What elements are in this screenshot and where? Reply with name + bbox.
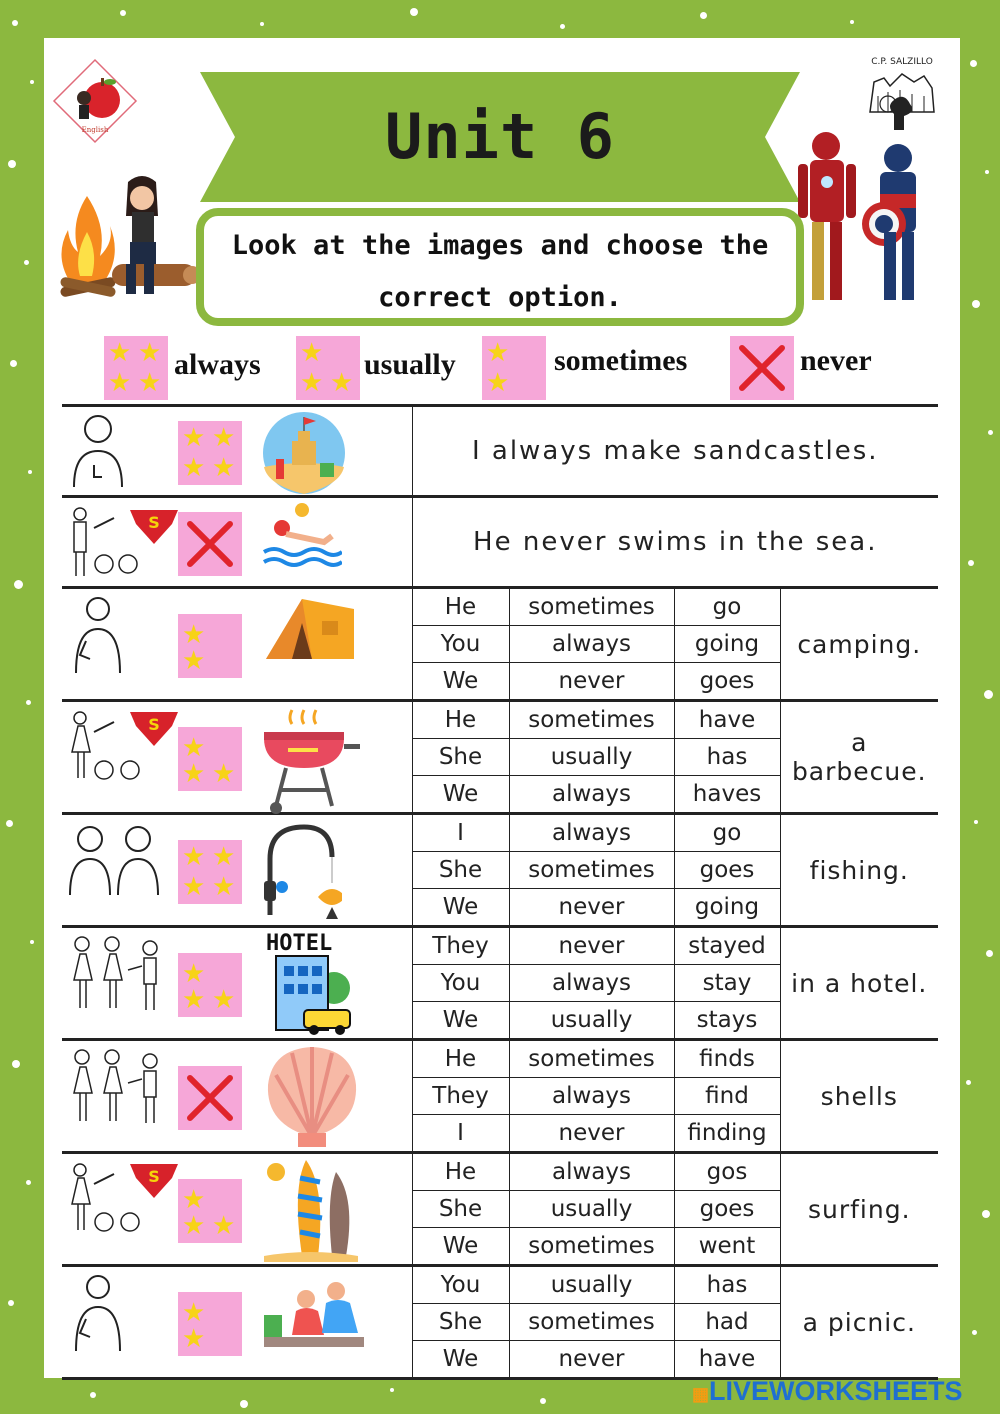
adverb-option[interactable]: never <box>509 927 674 965</box>
subject-option[interactable]: We <box>412 1002 509 1040</box>
subject-option[interactable]: I <box>412 1115 509 1153</box>
subject-option[interactable]: We <box>412 776 509 814</box>
adverb-option[interactable]: sometimes <box>509 701 674 739</box>
subject-option[interactable]: He <box>412 1153 509 1191</box>
subject-option[interactable]: He <box>412 1040 509 1078</box>
always-icon: ★ ★ ★ ★ <box>104 336 168 400</box>
verb-option[interactable]: stays <box>674 1002 780 1040</box>
verb-option[interactable]: gos <box>674 1153 780 1191</box>
adverb-option[interactable]: never <box>509 663 674 701</box>
subject-option[interactable]: I <box>412 814 509 852</box>
row-picture-cell <box>62 588 412 701</box>
usually-icon: ★ ★ ★ <box>178 1179 242 1243</box>
legend-label-sometimes: sometimes <box>554 344 688 377</box>
sentence-ending: camping. <box>780 588 938 701</box>
verb-option[interactable]: haves <box>674 776 780 814</box>
adverb-option[interactable]: always <box>509 776 674 814</box>
svg-text:HOTEL: HOTEL <box>266 932 333 956</box>
row-picture-cell <box>62 406 412 497</box>
exercise-table <box>62 404 938 1380</box>
he-pictogram-icon <box>68 504 178 588</box>
exercise-row <box>62 1153 938 1191</box>
verb-option[interactable]: went <box>674 1228 780 1266</box>
title-banner <box>200 72 800 202</box>
sometimes-icon: ★ ★ <box>482 336 546 400</box>
verb-option[interactable]: going <box>674 626 780 663</box>
subject-option[interactable]: She <box>412 739 509 776</box>
we-pictogram-icon <box>68 821 164 901</box>
verb-option[interactable]: going <box>674 889 780 927</box>
subject-option[interactable]: She <box>412 1304 509 1341</box>
she-pictogram-icon <box>68 708 178 792</box>
row-picture-cell <box>62 497 412 588</box>
verb-option[interactable]: go <box>674 814 780 852</box>
page-title: Unit 6 <box>385 100 615 173</box>
subject-option[interactable]: We <box>412 663 509 701</box>
fishing-rod-icon <box>262 819 342 923</box>
they-pictogram-icon <box>68 1047 168 1131</box>
exercise-row <box>62 701 938 739</box>
row-picture-cell <box>62 927 412 1040</box>
exercise-row <box>62 814 938 852</box>
adverb-option[interactable]: usually <box>509 1191 674 1228</box>
row-picture-cell <box>62 1266 412 1379</box>
legend-label-always: always <box>174 348 261 381</box>
adverb-option[interactable]: always <box>509 626 674 663</box>
always-icon: ★ ★ ★ ★ <box>178 421 242 485</box>
picnic-icon <box>262 1271 366 1355</box>
exercise-row <box>62 1266 938 1304</box>
never-icon <box>730 336 794 400</box>
verb-option[interactable]: have <box>674 1341 780 1379</box>
adverb-option[interactable]: always <box>509 814 674 852</box>
subject-option[interactable]: You <box>412 1266 509 1304</box>
adverb-option[interactable]: always <box>509 965 674 1002</box>
exercise-row <box>62 497 938 588</box>
person-me-icon <box>68 413 128 493</box>
row-picture-cell <box>62 701 412 814</box>
adverb-option[interactable]: never <box>509 889 674 927</box>
svg-text:C.P. SALZILLO: C.P. SALZILLO <box>871 57 933 67</box>
adverb-option[interactable]: usually <box>509 1002 674 1040</box>
she-pictogram-icon <box>68 1160 178 1244</box>
sentence-ending: shells <box>780 1040 938 1153</box>
sentence-ending: a barbecue. <box>780 701 938 814</box>
adverb-option[interactable]: never <box>509 1341 674 1379</box>
subject-option[interactable]: You <box>412 965 509 1002</box>
sometimes-icon: ★ ★ <box>178 1292 242 1356</box>
teacher-avatar-icon <box>108 172 198 310</box>
verb-option[interactable]: finding <box>674 1115 780 1153</box>
exercise-row <box>62 1040 938 1078</box>
exercise-row <box>62 927 938 965</box>
usually-icon: ★ ★ ★ <box>178 727 242 791</box>
sometimes-icon: ★ ★ <box>178 614 242 678</box>
adverb-option[interactable]: sometimes <box>509 588 674 626</box>
usually-icon: ★ ★ ★ <box>178 953 242 1017</box>
verb-option[interactable]: has <box>674 739 780 776</box>
verb-option[interactable]: had <box>674 1304 780 1341</box>
legend-label-usually: usually <box>364 348 456 381</box>
subject-option[interactable]: We <box>412 889 509 927</box>
liveworksheets-brand[interactable]: ▦LIVEWORKSHEETS <box>692 1376 963 1406</box>
adverb-option[interactable]: sometimes <box>509 1040 674 1078</box>
instruction-text: Look at the images and choose the correct option. <box>231 230 769 313</box>
they-pictogram-icon <box>68 934 168 1018</box>
example-sentence: He never swims in the sea. <box>412 497 938 588</box>
svg-text:S: S <box>148 715 160 734</box>
exercise-row <box>62 406 938 497</box>
verb-option[interactable]: have <box>674 701 780 739</box>
example-sentence: I always make sandcastles. <box>412 406 938 497</box>
subject-option[interactable]: He <box>412 588 509 626</box>
svg-text:English: English <box>81 126 109 134</box>
frequency-legend <box>0 334 1000 400</box>
subject-option[interactable]: They <box>412 1078 509 1115</box>
subject-option[interactable]: We <box>412 1228 509 1266</box>
never-icon <box>178 1066 242 1130</box>
shell-icon <box>262 1045 362 1153</box>
svg-text:S: S <box>148 1167 160 1186</box>
legend-label-never: never <box>800 344 872 377</box>
row-picture-cell <box>62 1153 412 1266</box>
svg-text:S: S <box>148 513 160 532</box>
subject-option[interactable]: She <box>412 852 509 889</box>
row-picture-cell <box>62 1040 412 1153</box>
verb-option[interactable]: goes <box>674 663 780 701</box>
adverb-option[interactable]: usually <box>509 1266 674 1304</box>
adverb-option[interactable]: sometimes <box>509 852 674 889</box>
surfboard-icon <box>262 1158 358 1266</box>
subject-option[interactable]: We <box>412 1341 509 1379</box>
sentence-ending: surfing. <box>780 1153 938 1266</box>
hotel-icon <box>262 932 358 1040</box>
swimmer-icon <box>262 502 342 576</box>
never-icon <box>178 512 242 576</box>
usually-icon: ★ ★ ★ <box>296 336 360 400</box>
verb-option[interactable]: finds <box>674 1040 780 1078</box>
adverb-option[interactable]: always <box>509 1153 674 1191</box>
adverb-option[interactable]: always <box>509 1078 674 1115</box>
you-pictogram-icon <box>68 595 128 679</box>
sentence-ending: a picnic. <box>780 1266 938 1379</box>
subject-option[interactable]: You <box>412 626 509 663</box>
verb-option[interactable]: has <box>674 1266 780 1304</box>
subject-option[interactable]: They <box>412 927 509 965</box>
verb-option[interactable]: goes <box>674 852 780 889</box>
adverb-option[interactable]: sometimes <box>509 1304 674 1341</box>
always-icon: ★ ★ ★ ★ <box>178 840 242 904</box>
verb-option[interactable]: stayed <box>674 927 780 965</box>
adverb-option[interactable]: usually <box>509 739 674 776</box>
verb-option[interactable]: go <box>674 588 780 626</box>
tent-icon <box>262 593 358 667</box>
sentence-ending: fishing. <box>780 814 938 927</box>
instruction-box <box>196 208 804 326</box>
adverb-option[interactable]: never <box>509 1115 674 1153</box>
subject-option[interactable]: He <box>412 701 509 739</box>
sentence-ending: in a hotel. <box>780 927 938 1040</box>
adverb-option[interactable]: sometimes <box>509 1228 674 1266</box>
verb-option[interactable]: stay <box>674 965 780 1002</box>
subject-option[interactable]: She <box>412 1191 509 1228</box>
verb-option[interactable]: goes <box>674 1191 780 1228</box>
exercise-row <box>62 588 938 626</box>
barbecue-icon <box>262 706 362 820</box>
apple-logo-icon <box>52 58 138 148</box>
sandcastle-icon <box>262 411 346 499</box>
row-picture-cell <box>62 814 412 927</box>
you-pictogram-icon <box>68 1273 128 1357</box>
superheroes-icon <box>792 124 940 308</box>
verb-option[interactable]: find <box>674 1078 780 1115</box>
